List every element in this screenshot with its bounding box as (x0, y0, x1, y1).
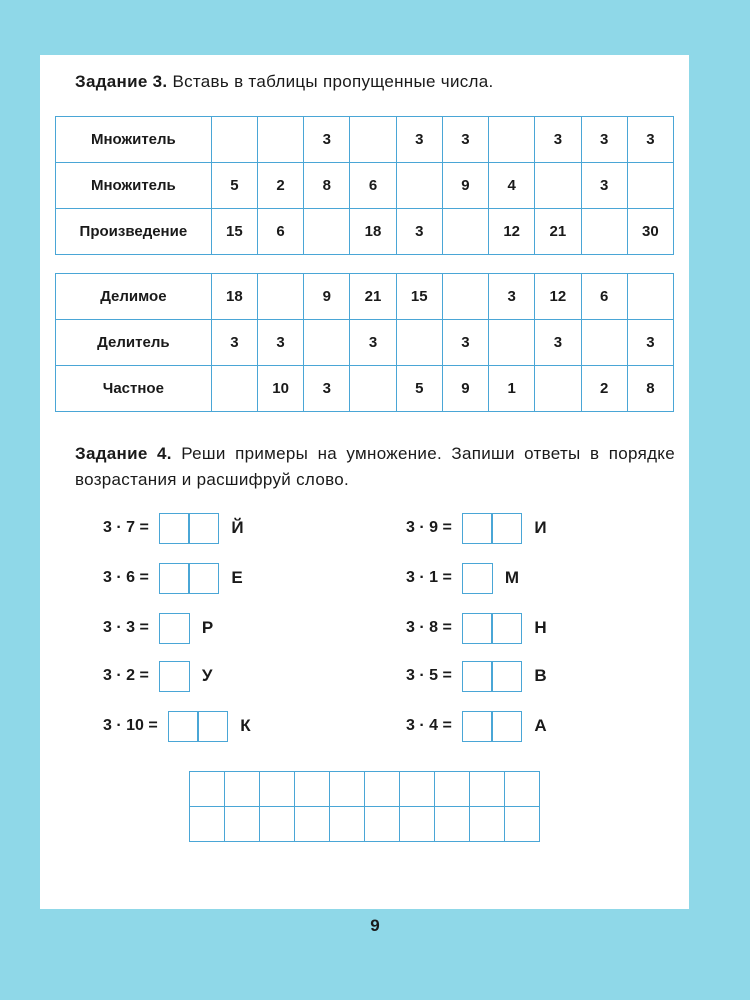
answer-box[interactable] (491, 513, 522, 544)
table-row (56, 366, 674, 412)
table-cell[interactable] (211, 366, 257, 412)
row-label: Частное (56, 366, 212, 412)
answer-box[interactable] (188, 513, 219, 544)
answer-box[interactable] (197, 711, 228, 742)
answer-grid-cell[interactable] (364, 771, 400, 807)
table-cell[interactable] (442, 274, 488, 320)
table-cell[interactable] (396, 163, 442, 209)
row-label: Множитель (56, 163, 212, 209)
table-cell[interactable]: 4 (489, 163, 535, 209)
example-expression: 3 · 9 = (406, 519, 452, 536)
answer-boxes[interactable] (462, 563, 493, 594)
example-expression: 3 · 7 = (103, 519, 149, 536)
table-cell[interactable]: 3 (627, 320, 673, 366)
table-cell[interactable]: 9 (442, 163, 488, 209)
table-cell[interactable]: 3 (581, 117, 627, 163)
table-cell[interactable] (627, 274, 673, 320)
answer-grid-cell[interactable] (364, 806, 400, 842)
table-cell[interactable]: 3 (396, 117, 442, 163)
answer-box[interactable] (462, 563, 493, 594)
example-left-2 (103, 562, 243, 594)
example-letter: Н (534, 618, 547, 637)
answer-grid-cell[interactable] (294, 771, 330, 807)
task-4-heading (75, 441, 675, 493)
table-cell[interactable]: 21 (350, 274, 396, 320)
example-expression: 3 · 4 = (406, 717, 452, 734)
table-row (56, 209, 674, 255)
example-right-2 (406, 562, 519, 594)
table-cell[interactable]: 5 (211, 163, 257, 209)
table-cell[interactable]: 3 (535, 117, 581, 163)
example-letter: А (534, 716, 547, 735)
example-expression: 3 · 8 = (406, 619, 452, 636)
answer-grid-cell[interactable] (434, 806, 470, 842)
answer-box[interactable] (462, 613, 493, 644)
example-expression: 3 · 6 = (103, 569, 149, 586)
answer-box[interactable] (159, 613, 190, 644)
division-table (55, 273, 674, 412)
table-cell[interactable] (489, 117, 535, 163)
answer-boxes[interactable] (159, 613, 190, 644)
answer-boxes[interactable] (168, 711, 229, 742)
table-cell[interactable]: 9 (304, 274, 350, 320)
row-label: Делимое (56, 274, 212, 320)
example-left-5 (103, 710, 251, 742)
table-row (56, 163, 674, 209)
example-letter: К (240, 716, 251, 735)
answer-box[interactable] (491, 711, 522, 742)
table-cell[interactable] (442, 209, 488, 255)
example-left-4 (103, 660, 212, 692)
answer-grid-cell[interactable] (399, 806, 435, 842)
table-cell[interactable]: 15 (211, 209, 257, 255)
table-cell[interactable] (304, 209, 350, 255)
answer-grid-cell[interactable] (434, 771, 470, 807)
example-letter: В (534, 666, 547, 685)
answer-box[interactable] (159, 513, 190, 544)
task-4-number: Задание 4. (75, 444, 172, 463)
worksheet-page (40, 55, 689, 909)
table-cell[interactable]: 5 (396, 366, 442, 412)
table-cell[interactable]: 3 (257, 320, 303, 366)
task-4-text: Реши примеры на умножение. Запиши ответы в порядке возрастания и расшифруй слово. (75, 444, 675, 489)
answer-grid-cell[interactable] (294, 806, 330, 842)
answer-grid-cell[interactable] (329, 771, 365, 807)
table-cell[interactable]: 21 (535, 209, 581, 255)
example-right-3 (406, 612, 547, 644)
answer-box[interactable] (491, 661, 522, 692)
example-letter: Й (231, 518, 244, 537)
row-label: Делитель (56, 320, 212, 366)
row-label: Множитель (56, 117, 212, 163)
table-cell[interactable] (350, 117, 396, 163)
answer-grid-cell[interactable] (504, 806, 540, 842)
table-cell[interactable] (396, 320, 442, 366)
answer-grid-cell[interactable] (259, 771, 295, 807)
example-left-1 (103, 512, 244, 544)
answer-box[interactable] (462, 661, 493, 692)
table-cell[interactable]: 6 (257, 209, 303, 255)
answer-grid-cell[interactable] (224, 771, 260, 807)
row-label: Произведение (56, 209, 212, 255)
task-3-number: Задание 3. (75, 72, 168, 91)
table-cell[interactable]: 6 (350, 163, 396, 209)
table-cell[interactable] (489, 320, 535, 366)
answer-box[interactable] (168, 711, 199, 742)
answer-grid (189, 771, 539, 841)
table-cell[interactable] (257, 117, 303, 163)
table-cell[interactable] (535, 163, 581, 209)
table-cell[interactable]: 3 (581, 163, 627, 209)
answer-grid-cell[interactable] (259, 806, 295, 842)
table-cell[interactable]: 3 (535, 320, 581, 366)
table-cell[interactable]: 3 (627, 117, 673, 163)
example-letter: Р (201, 618, 214, 637)
answer-box[interactable] (462, 711, 493, 742)
table-cell[interactable]: 3 (350, 320, 396, 366)
table-cell[interactable]: 3 (489, 274, 535, 320)
table-cell[interactable]: 10 (257, 366, 303, 412)
table-cell[interactable]: 12 (535, 274, 581, 320)
example-expression: 3 · 5 = (406, 667, 452, 684)
table-cell[interactable]: 15 (396, 274, 442, 320)
table-cell[interactable]: 8 (627, 366, 673, 412)
answer-box[interactable] (188, 563, 219, 594)
answer-box[interactable] (159, 661, 190, 692)
table-cell[interactable]: 3 (396, 209, 442, 255)
example-letter: Е (231, 568, 243, 587)
table-row (56, 320, 674, 366)
table-cell[interactable]: 18 (350, 209, 396, 255)
table-cell[interactable]: 3 (442, 320, 488, 366)
table-cell[interactable]: 18 (211, 274, 257, 320)
answer-grid-cell[interactable] (504, 771, 540, 807)
table-cell[interactable]: 9 (442, 366, 488, 412)
task-3-text: Вставь в таблицы пропущенные числа. (172, 72, 494, 91)
task-3-heading (75, 69, 494, 95)
page-number: 9 (370, 916, 380, 935)
table-cell[interactable]: 3 (211, 320, 257, 366)
table-cell[interactable]: 30 (627, 209, 673, 255)
answer-grid-cell[interactable] (399, 771, 435, 807)
answer-boxes[interactable] (159, 661, 190, 692)
table-row (56, 117, 674, 163)
answer-box[interactable] (491, 613, 522, 644)
table-cell[interactable]: 1 (489, 366, 535, 412)
example-expression: 3 · 1 = (406, 569, 452, 586)
answer-box[interactable] (462, 513, 493, 544)
answer-grid-cell[interactable] (189, 771, 225, 807)
table-cell[interactable] (257, 274, 303, 320)
answer-boxes[interactable] (462, 613, 523, 644)
answer-boxes[interactable] (462, 661, 523, 692)
example-letter: М (504, 568, 519, 587)
example-expression: 3 · 3 = (103, 619, 149, 636)
answer-grid-cell[interactable] (224, 806, 260, 842)
answer-boxes[interactable] (462, 513, 523, 544)
table-cell[interactable] (535, 366, 581, 412)
answer-grid-cell[interactable] (469, 806, 505, 842)
example-right-5 (406, 710, 547, 742)
answer-grid-cell[interactable] (189, 806, 225, 842)
answer-boxes[interactable] (462, 711, 523, 742)
example-right-4 (406, 660, 547, 692)
table-cell[interactable]: 2 (257, 163, 303, 209)
example-right-1 (406, 512, 547, 544)
table-cell[interactable]: 12 (489, 209, 535, 255)
table-cell[interactable] (627, 163, 673, 209)
answer-grid-cell[interactable] (329, 806, 365, 842)
table-cell[interactable]: 3 (304, 117, 350, 163)
example-letter: И (534, 518, 547, 537)
table-cell[interactable]: 6 (581, 274, 627, 320)
table-cell[interactable] (581, 320, 627, 366)
table-cell[interactable] (304, 320, 350, 366)
table-cell[interactable]: 2 (581, 366, 627, 412)
answer-boxes[interactable] (159, 563, 220, 594)
answer-grid-cell[interactable] (469, 771, 505, 807)
answer-boxes[interactable] (159, 513, 220, 544)
table-cell[interactable] (211, 117, 257, 163)
example-left-3 (103, 612, 213, 644)
table-cell[interactable] (581, 209, 627, 255)
table-row (56, 274, 674, 320)
answer-box[interactable] (159, 563, 190, 594)
table-cell[interactable]: 3 (304, 366, 350, 412)
multiplication-table (55, 116, 674, 255)
example-expression: 3 · 2 = (103, 667, 149, 684)
table-cell[interactable]: 3 (442, 117, 488, 163)
example-letter: У (201, 666, 213, 685)
table-cell[interactable] (350, 366, 396, 412)
example-expression: 3 · 10 = (103, 717, 158, 734)
table-cell[interactable]: 8 (304, 163, 350, 209)
